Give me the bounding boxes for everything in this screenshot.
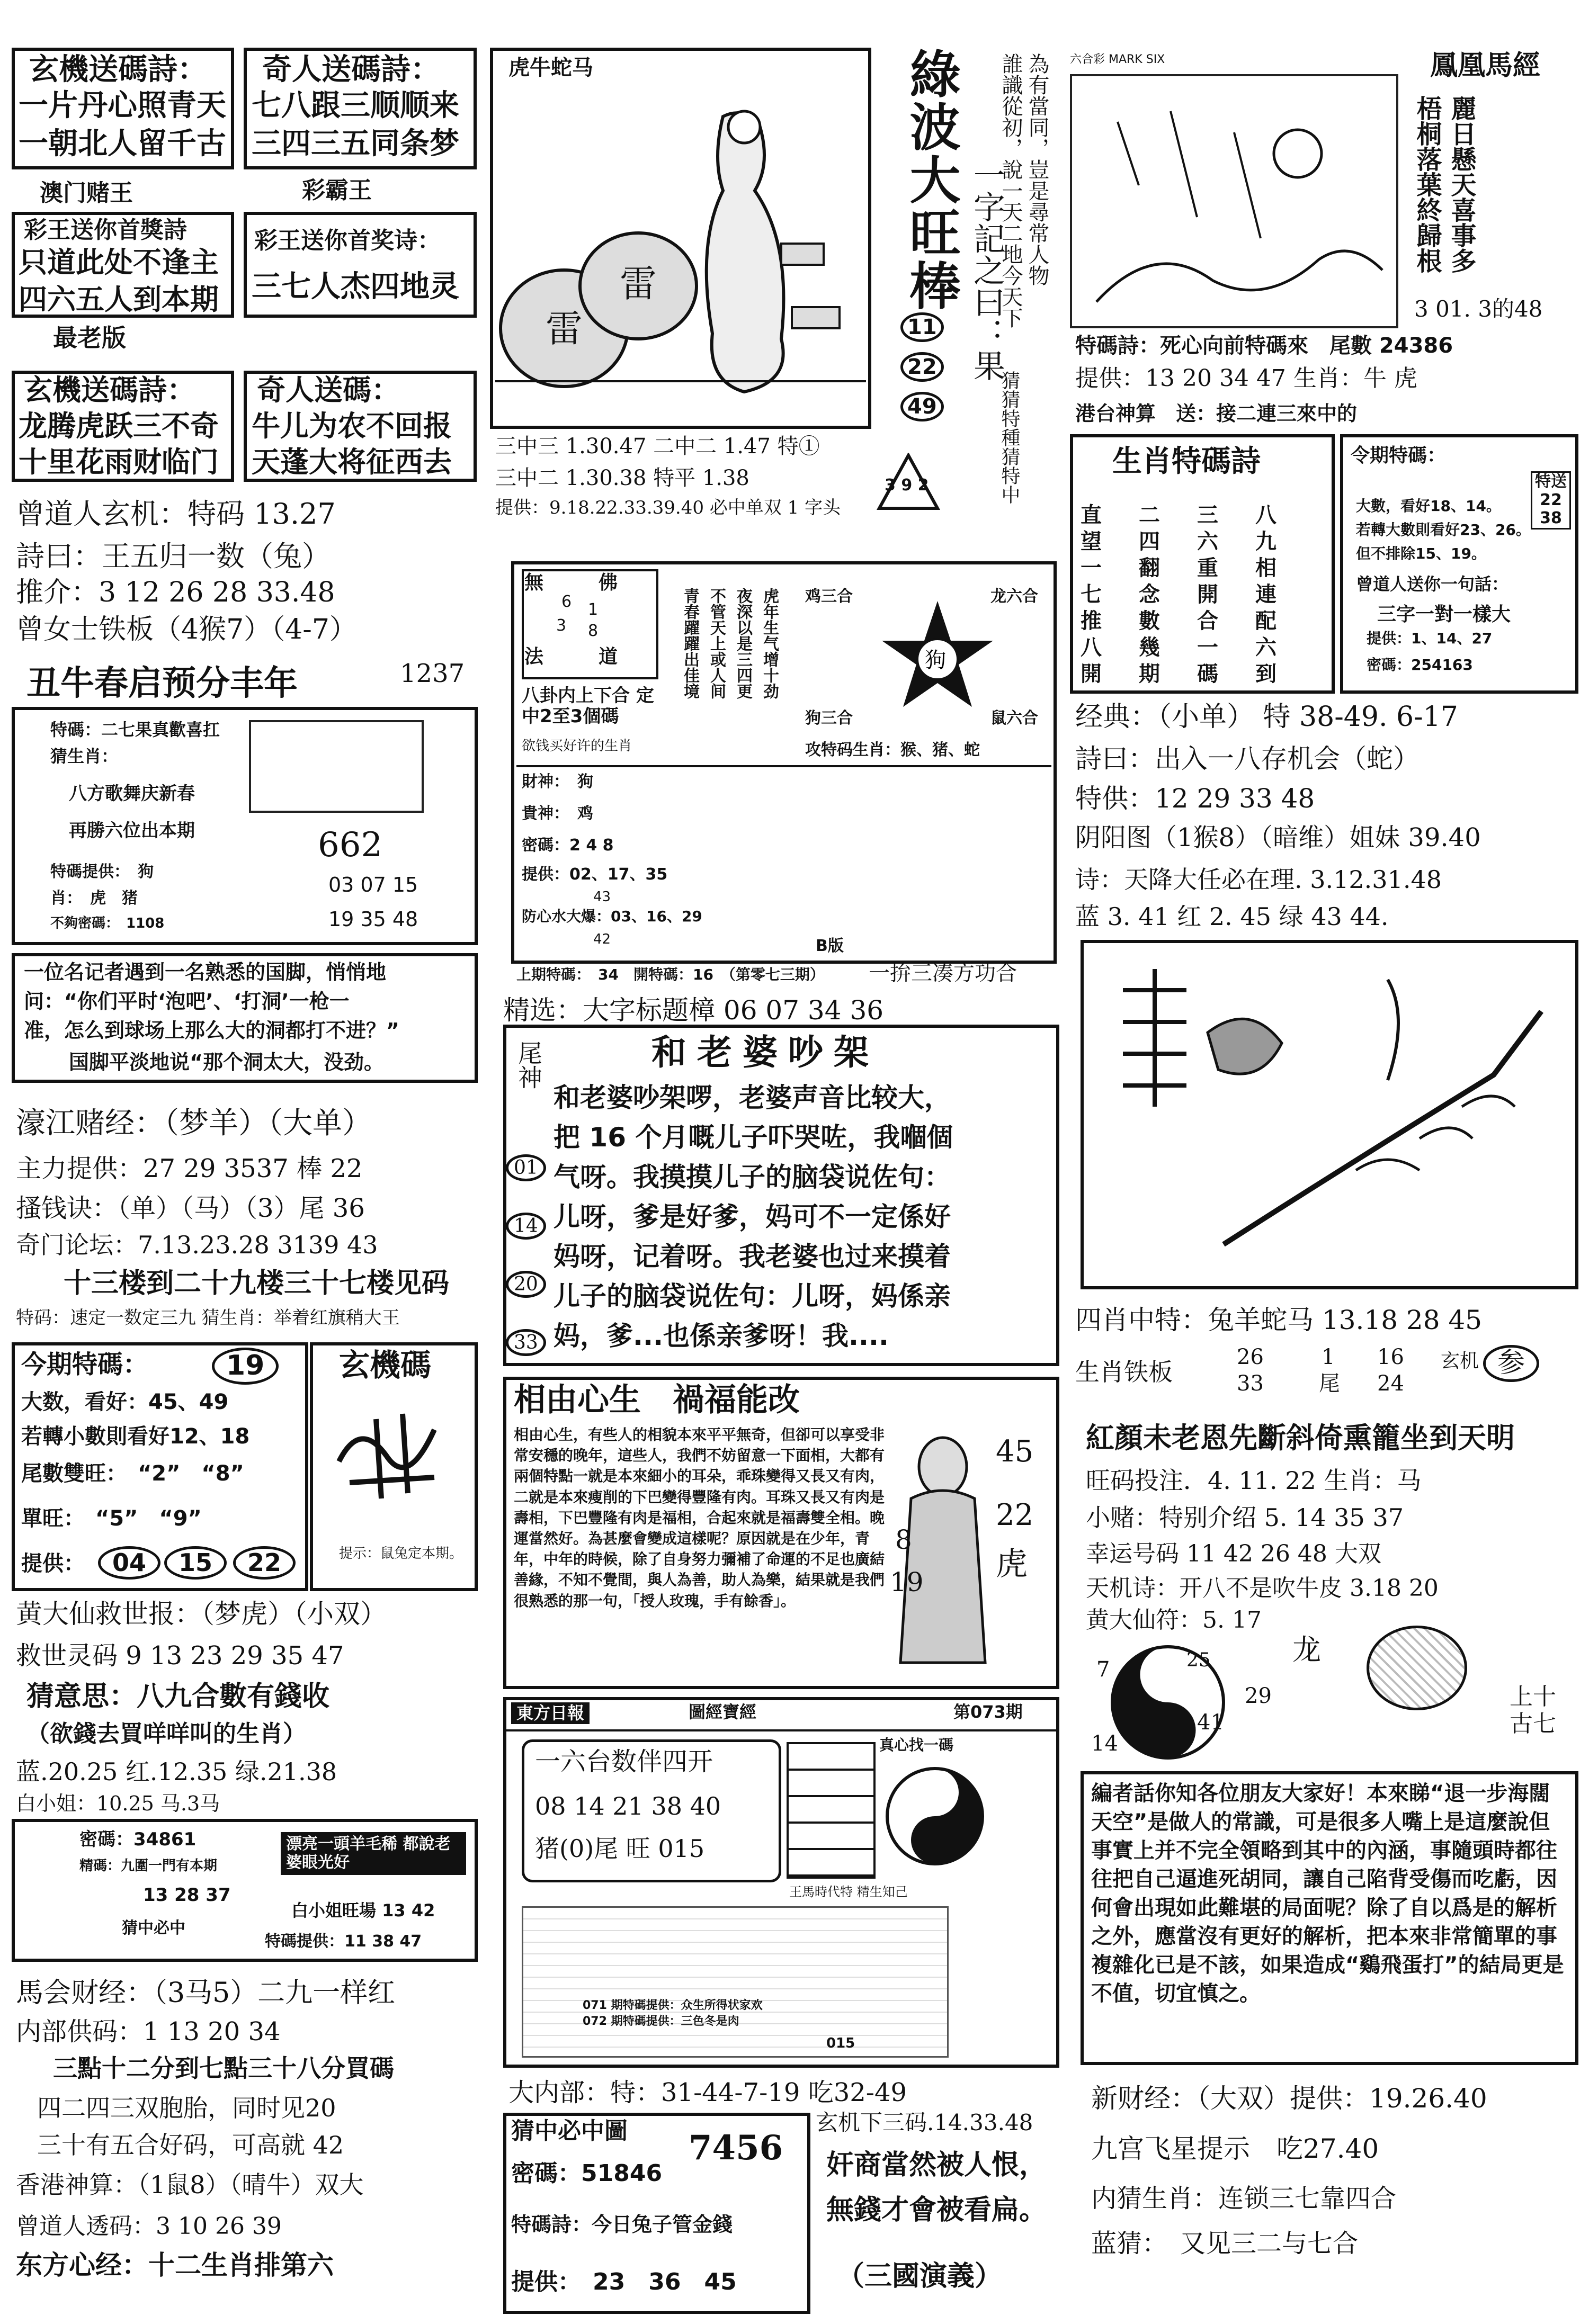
dog-star-icon: [879, 598, 996, 715]
green-wave-n1: 11: [900, 312, 944, 342]
laopo-side: 尾神: [514, 1040, 543, 1089]
jingdian-line6: 蓝 3. 41 红 2. 45 绿 43 44.: [1075, 902, 1389, 931]
qiren2-line1: 牛儿为农不回报: [252, 409, 452, 443]
shengxiao-row2: 望四六九: [1081, 530, 1314, 554]
svg-text:雷: 雷: [620, 262, 657, 306]
dongfang-head: 一六台数伴四开: [535, 1747, 713, 1776]
special-line4: 再勝六位出本期: [69, 820, 195, 841]
laopo-line2: 把 16 个月嘅儿子吓哭咗，我嗰個: [554, 1122, 953, 1153]
xuanji-xia: 玄机下三码.14.33.48: [816, 2110, 1033, 2135]
bai-line1: 密碼：34861: [79, 1829, 197, 1850]
jingdian-line4: 阴阳图（1猴8）（暗维）姐妹 39.40: [1075, 823, 1481, 853]
bagua-n42: 42: [593, 931, 611, 947]
bai-line6: 特碼提供：11 38 47: [265, 1932, 422, 1951]
spring-title: 丑牛春启预分丰年: [26, 664, 298, 703]
bai-line2: 精碼：九圍一門有本期: [79, 1858, 218, 1874]
dongfang-sub: 王馬時代特 精生知己: [789, 1885, 908, 1899]
special-line5: 特碼提供： 狗: [50, 863, 154, 881]
shengxiao-title: 生肖特碼詩: [1112, 444, 1261, 479]
special-line6: 肖： 虎 猪: [50, 889, 138, 908]
landscape-sketch: [1075, 79, 1393, 323]
xuanji-poem-title: 玄機送碼詩：: [29, 52, 207, 87]
jinqi-n1: 04: [98, 1546, 160, 1580]
qiren2-line2: 天蓬大将征西去: [252, 445, 452, 479]
laopo-circle-4: 33: [506, 1329, 546, 1356]
joke-line3: 准，怎么到球场上那么大的洞都打不进？”: [24, 1019, 399, 1042]
huangdaxian-line3: 猜意思：八九合數有錢收: [26, 1681, 330, 1712]
caizhong-poem: 特碼詩：今日兔子管金錢: [511, 2213, 733, 2236]
lingqi-line5: 三字一對一樣大: [1377, 604, 1511, 625]
lancai-line: 蓝猜： 又见三二与七合: [1091, 2229, 1359, 2258]
xuanji-ma-note: 提示：鼠兔定本期。: [339, 1546, 463, 1562]
picture-caption: 虎牛蛇马: [508, 56, 593, 80]
xuanji-poem-line2: 一朝北人留千古: [19, 127, 226, 161]
dongfang-zhenxin: 真心找一碼: [879, 1736, 954, 1754]
laopo-line3: 气呀。我摸摸儿子的脑袋说佐句：: [554, 1162, 951, 1192]
taiji-7: 7: [1096, 1657, 1110, 1682]
lingqi-special: 特送 22 38: [1531, 471, 1571, 530]
xuanji-poem-line1: 一片丹心照青天: [19, 88, 226, 123]
xuanji2-line1: 龙腾虎跃三不奇: [19, 409, 219, 443]
green-wave-n3: 49: [900, 392, 944, 421]
huangdaxian-line2: 救世灵码 9 13 23 29 35 47: [16, 1641, 344, 1671]
tianji-line: 天机诗：开八不是吹牛皮 3.18 20: [1086, 1575, 1439, 1602]
tema-line1: 特碼詩：死心向前特碼來 尾數 24386: [1075, 334, 1453, 358]
dongfang-hdr3: 第073期: [953, 1702, 1023, 1722]
xiangyou-45: 45: [996, 1434, 1034, 1469]
lingqi-line3: 但不排除15、19。: [1356, 545, 1486, 562]
tema-line3: 港台神算 送：接二連三來中的: [1075, 402, 1358, 425]
huangdaxian-line6: 白小姐：10.25 马.3马: [16, 1792, 220, 1815]
jingdian-line1: 经典：（小单） 特 38-49. 6-17: [1075, 701, 1458, 733]
mahui-line4: 四二四三双胞胎，同时见20: [37, 2094, 336, 2122]
shengxiao-row7: 開期碼到: [1081, 662, 1314, 686]
qiren2-title: 奇人送碼：: [257, 373, 400, 407]
special-line3: 八方歌舞庆新春: [69, 783, 195, 804]
joke-line2: 问：“你们平时‘泡吧’、‘打洞’一枪一: [24, 990, 350, 1013]
bagua-fa: 法: [524, 646, 544, 668]
haojiang-line2: 主力提供：27 29 3537 棒 22: [16, 1154, 363, 1183]
jianshang-line1: 奸商當然被人恨，: [826, 2149, 1047, 2181]
hint-line2: 三中二 1.30.38 特平 1.38: [495, 466, 749, 490]
xuanji-ma-scribble: [328, 1398, 456, 1504]
haojiang-line1: 濠江赌经：（梦羊）（大单）: [16, 1106, 372, 1141]
jingxuan-line: 精选：大字标题樟 06 07 34 36: [503, 995, 884, 1026]
he-shuliu: 鼠六合: [990, 709, 1038, 728]
header-strip: 六合彩 MARK SIX: [1070, 53, 1165, 66]
laopo-line4: 儿呀，爹是好爹，妈可不一定係好: [554, 1201, 951, 1232]
lingqi-line2: 若轉大數則看好23、26。: [1356, 521, 1531, 539]
jinqi-n2: 15: [164, 1546, 227, 1580]
jinqi-line1: 大数，看好：45、49: [21, 1390, 229, 1414]
xiangyou-title: 相由心生 禍福能改: [514, 1381, 800, 1419]
tieban-b: 33: [1237, 1371, 1264, 1396]
fenghuang-title: 鳳凰馬經: [1430, 50, 1541, 82]
bagua-fo: 佛: [599, 572, 618, 594]
zeng-daoren-line4: 曾女士铁板（4猴7）（4-7）: [16, 614, 357, 645]
tieban-f: 24: [1377, 1371, 1404, 1396]
jinqi-line3: 尾數雙旺： “2” “8”: [21, 1461, 244, 1486]
special-line1: 特碼：二七果真歡喜扛: [50, 720, 220, 740]
macau-king-label: 澳门赌王: [40, 180, 133, 207]
qiren-poem-line1: 七八跟三顺顺来: [252, 88, 459, 123]
guishen: 貴神： 鸡: [522, 804, 593, 823]
laopo-line7: 妈，爹...也係亲爹呀！我....: [554, 1321, 889, 1351]
green-wave-n2: 22: [900, 352, 944, 382]
bagua-zuo: 一拚三凑方功合: [869, 961, 1017, 985]
special-code: 662: [318, 825, 383, 865]
taiji-14: 14: [1091, 1731, 1118, 1756]
haojiang-line3: 搔钱诀：（单）（马）（3）尾 36: [16, 1194, 365, 1223]
xiangyou-text: 相由心生，有些人的相貌本來平平無奇，但卻可以享受非常安穩的晚年，這些人，我們不妨留意一下面相，大都有兩個特點一就是本來細小的耳朵，乖珠變得又長又有肉，二就是本來瘦削的下巴變得豐隆有肉。耳珠又長又有肉是壽相，下巴豐隆有肉是福相，合起來就是福壽雙全相。晚運當然好。為甚麼會變成這樣呢？原因就是在少年，青年，中年的時候，除了自身努力彌補了命運的不足也廣結善緣，不知不覺間，與人為善，助人為樂，結果就是我們很熟悉的那一句，「授人玫瑰，手有餘香」。: [514, 1426, 885, 1610]
bagua-n4: 8: [588, 622, 599, 640]
bagua-provide: 提供：02、17、35: [522, 865, 668, 884]
lingqi-line4: 曾道人送你一句話：: [1356, 574, 1509, 594]
taiji-side: 上十 古七: [1510, 1683, 1556, 1737]
mahui-line5: 三十有五合好码，可高就 42: [37, 2131, 344, 2159]
bagua-password: 密碼：2 4 8: [522, 836, 614, 855]
xiangyou-22: 22: [996, 1498, 1034, 1532]
jinqi-line5: 提供：: [21, 1551, 85, 1576]
last-issue: 上期特碼： 34 開特碼：16 （第零七三期）: [516, 966, 825, 983]
xuanji2-line2: 十里花雨财临门: [19, 445, 219, 479]
dongfang-hdr1: 東方日報: [511, 1702, 590, 1724]
xiangyou-19: 19: [890, 1567, 924, 1598]
laopo-title: 和老婆吵架: [651, 1032, 879, 1073]
taiji-long: 龙: [1292, 1633, 1321, 1666]
jingdian-line3: 特供：12 29 33 48: [1075, 783, 1315, 814]
zeng-daoren-line1: 曾道人玄机：特码 13.27: [16, 497, 336, 531]
xiaodu-line: 小赌：特别介绍 5. 14 35 37: [1086, 1503, 1404, 1532]
vert-line2: 誰識從初，說一天二地今天下: [998, 53, 1023, 328]
jinqi-title: 今期特碼：: [21, 1350, 149, 1379]
caiwang-award-line: 三七人杰四地灵: [252, 270, 459, 304]
special-nums1: 03 07 15: [328, 873, 418, 896]
svg-text:狗: 狗: [925, 648, 946, 672]
mahui-line2: 内部供码：1 13 20 34: [16, 2017, 281, 2047]
he-longliu: 龙六合: [990, 587, 1038, 606]
he-gousan: 狗三合: [805, 709, 853, 728]
lingqi-line7: 密碼：254163: [1367, 656, 1473, 674]
dongfang-tele1: 071 期特碼提供：众生所得状家欢: [583, 1999, 763, 2012]
neicai-line: 内猜生肖：连锁三七靠四合: [1091, 2184, 1397, 2213]
caiwang-first-line2: 四六五人到本期: [19, 283, 219, 316]
shengxiao-row1: 直二三八: [1081, 503, 1314, 527]
bagua-divider: [516, 765, 1051, 767]
danei-line: 大内部：特：31-44-7-19 吃32-49: [508, 2078, 907, 2107]
bagua-wu: 無: [524, 572, 544, 594]
tieban-label: 生肖铁板: [1075, 1358, 1173, 1386]
vert-line3: 猜猜特種猜特中: [998, 371, 1020, 504]
attack-zodiac: 攻特码生肖：猴、猪、蛇: [805, 741, 980, 759]
bagua-poem-line2: 夜深以是三四更: [734, 588, 752, 699]
xiangyou-tiger: 虎: [996, 1546, 1028, 1583]
xuanji2-title: 玄機送碼詩：: [24, 373, 195, 407]
laopo-circle-3: 20: [506, 1271, 546, 1298]
taiji-41: 41: [1197, 1710, 1224, 1735]
heart-water: 防心水大爆：03、16、29: [522, 908, 702, 925]
lady-with-rocks-illustration: [495, 85, 866, 424]
he-jisan: 鸡三合: [805, 587, 853, 606]
mahui-line3: 三點十二分到七點三十八分買碼: [53, 2054, 394, 2083]
jiugong-line: 九宫飞星提示 吃27.40: [1091, 2133, 1379, 2164]
jinqi-line2: 若轉小數則看好12、18: [21, 1424, 250, 1449]
yin-yang-icon: [882, 1763, 988, 1869]
hint-line3: 提供：9.18.22.33.39.40 必中单双 1 字头: [495, 497, 841, 518]
caizhong-signature: 7456: [689, 2128, 783, 2168]
bagua-desc: 八卦内上下合 定中2至3個碼: [522, 685, 654, 728]
bagua-poem-line4: 青春躍躍出佳境: [681, 588, 699, 699]
huangdaxian-fu: 黄大仙符：5. 17: [1086, 1607, 1262, 1634]
caiwang-first-title: 彩王送你首獎詩: [24, 217, 187, 244]
special-line2: 猜生肖：: [50, 746, 119, 766]
vert-line1: 為有當同，豈是尋常人物: [1025, 53, 1049, 286]
lingqi-line6: 提供：1、14、27: [1367, 630, 1493, 647]
bagua-n1: 6: [561, 593, 572, 611]
jinqi-n3: 22: [233, 1546, 296, 1580]
caizhong-title: 猜中必中圖: [511, 2117, 628, 2144]
joke-line1: 一位名记者遇到一名熟悉的国脚，悄悄地: [24, 961, 387, 984]
jianshang-line2: 無錢才會被看扁。: [826, 2194, 1047, 2226]
oldest-edition-label: 最老版: [53, 324, 126, 352]
dongfang-grid-table: [787, 1742, 876, 1879]
bai-line3: 13 28 37: [143, 1885, 231, 1906]
spring-number: 1237: [400, 659, 465, 688]
dongfang-hdr2: 圖經寶經: [689, 1702, 757, 1722]
lingqi-line1: 大數，看好18、14。: [1356, 497, 1501, 515]
tema-line2: 提供：13 20 34 47 生肖：牛 虎: [1075, 365, 1417, 392]
jingdian-line5: 诗：天降大任必在理. 3.12.31.48: [1075, 865, 1442, 894]
shengxiao-row5: 推數合配: [1081, 609, 1314, 633]
caiba-king-label: 彩霸王: [302, 177, 372, 204]
dongfang-ads-area: [522, 1906, 949, 2058]
one-word-hint: 一字記之曰：果: [968, 159, 1005, 381]
qiren-poem-line2: 三四三五同条梦: [252, 127, 459, 161]
sanguo-label: （三國演義）: [837, 2260, 1003, 2292]
special-illustration: [249, 720, 424, 813]
qiren-poem-title: 奇人送碼詩：: [262, 52, 440, 87]
laopo-line1: 和老婆吵架啰，老婆声音比较大，: [554, 1082, 951, 1113]
hongyan-line: 紅顏未老恩先斷斜倚熏籠坐到天明: [1086, 1421, 1515, 1455]
tieban-a: 26: [1237, 1345, 1264, 1369]
ball-illustration: [1367, 1626, 1467, 1710]
mahui-line7: 曾道人透码：3 10 26 39: [16, 2213, 282, 2240]
joke-line4: 国脚平淡地说“那个洞太大，没劲。: [69, 1051, 384, 1074]
xingyun-line: 幸运号码 11 42 26 48 大双: [1086, 1540, 1381, 1567]
bird-branch-illustration: [1091, 948, 1568, 1281]
lingqi-title: 令期特碼：: [1351, 445, 1447, 466]
huangdaxian-line1: 黄大仙救世报：（梦虎）（小双）: [16, 1599, 387, 1629]
bagua-poem-line3: 不管天上或人间: [707, 588, 726, 699]
bai-line4: 猜中必中: [122, 1919, 185, 1937]
haojiang-line4: 奇门论坛：7.13.23.28 3139 43: [16, 1231, 378, 1259]
b-edition: B版: [816, 937, 844, 955]
green-wave-title: 綠波大旺棒: [901, 48, 961, 312]
bai-slogan: 漂亮一頭羊毛稀 都說老婆眼光好: [281, 1832, 466, 1875]
taiji-25: 25: [1186, 1649, 1211, 1671]
shengxiao-row3: 一翻重相: [1081, 556, 1314, 580]
tieban-c: 1: [1322, 1345, 1335, 1369]
tieban-d: 尾: [1319, 1371, 1340, 1396]
jingdian-line2: 詩曰：出入一八存机会（蛇）: [1075, 743, 1420, 774]
bai-line5: 白小姐旺場 13 42: [291, 1900, 435, 1921]
laopo-line6: 儿子的脑袋说佐句：儿呀，妈係亲: [554, 1281, 951, 1312]
xuanji-ma-title: 玄機碼: [339, 1347, 432, 1383]
tieban-e: 16: [1377, 1345, 1404, 1369]
zeng-daoren-line2: 詩曰：王五归一数（兔）: [16, 540, 331, 573]
shengxiao-row4: 七念開連: [1081, 582, 1314, 607]
dongfang-nums: 08 14 21 38 40: [535, 1792, 721, 1820]
sixiao-line: 四肖中特：兔羊蛇马 13.18 28 45: [1075, 1305, 1483, 1335]
zeng-daoren-line3: 推介：3 12 26 28 33.48: [16, 577, 335, 608]
caizhong-password: 密碼：51846: [511, 2160, 663, 2187]
shengxiao-row6: 八幾一六: [1081, 635, 1314, 660]
laopo-box: [503, 1025, 1059, 1366]
phoenix-poem-col1: 梧桐落葉終歸根: [1412, 95, 1442, 273]
phoenix-poem-col2: 麗日懸天喜事多: [1447, 95, 1476, 273]
dongfang-tele2: 072 期特碼提供：三色冬是肉: [583, 2015, 739, 2028]
bagua-dao: 道: [599, 646, 618, 668]
taiji-29: 29: [1245, 1684, 1272, 1708]
bagua-n2: 3: [556, 616, 567, 635]
bagua-n43: 43: [593, 889, 611, 905]
laopo-circle-2: 14: [506, 1213, 546, 1240]
special-nums2: 19 35 48: [328, 908, 418, 931]
editor-text: 編者話你知各位朋友大家好！本來睇“退一步海闊天空”是做人的常識，可是很多人嘴上是這麼說但事實上并不完全領略到其中的內涵，事隨頭時都往往把自己逼進死胡同，讓自己陷背受傷而吃虧，因何會出現如此難堪的局面呢？除了自以爲是的解析之外，應當沒有更好的解析，把本來非常簡單的事複雜化已是不該，如果造成“鷄飛蛋打”的結局更是不值，切宜慎之。: [1091, 1781, 1564, 2006]
haojiang-line5: 十三楼到二十九楼三十七楼见码: [64, 1268, 450, 1299]
huangdaxian-line5: 蓝.20.25 红.12.35 绿.21.38: [16, 1757, 337, 1786]
mahui-line6: 香港神算：（1鼠8）（晴牛）双大: [16, 2170, 364, 2199]
bagua-ask: 欲钱买好许的生肖: [522, 738, 632, 754]
caizhong-provide: 提供： 23 36 45: [511, 2268, 737, 2295]
bagua-n3: 1: [588, 600, 599, 619]
caiwang-award-title: 彩王送你首奖诗：: [254, 227, 441, 254]
wangma-line: 旺码投注．4. 11. 22 生肖：马: [1086, 1466, 1422, 1495]
laopo-circle-1: 01: [506, 1154, 546, 1181]
caishen: 財神： 狗: [522, 773, 593, 791]
laopo-line5: 妈呀，记着呀。我老婆也过来摸着: [554, 1241, 951, 1272]
phoenix-n301: 3 01. 3的48: [1414, 296, 1543, 322]
huangdaxian-line4: （欲錢去買咩咩叫的生肖）: [26, 1720, 306, 1747]
dongfang-num: 015: [826, 2035, 855, 2051]
mahui-line1: 馬会财经：（3马5）二九一样红: [16, 1977, 396, 2009]
bagua-poem-line1: 虎年生气增十劲: [760, 588, 779, 699]
dongfang-tail: 猪(0)尾 旺 015: [535, 1834, 705, 1863]
xincai-line: 新财经：（大双）提供：19.26.40: [1091, 2083, 1487, 2114]
hint-line1: 三中三 1.30.47 二中二 1.47 特①: [495, 434, 820, 459]
tieban-g: 玄机: [1441, 1350, 1479, 1372]
jinqi-number: 19: [212, 1348, 279, 1385]
mahui-line8: 东方心经：十二生肖排第六: [16, 2250, 334, 2281]
haojiang-line6: 特码：速定一数定三九 猜生肖：举着红旗稍大王: [16, 1307, 400, 1329]
caiwang-first-line1: 只道此处不逢主: [19, 246, 219, 279]
svg-text:雷: 雷: [546, 307, 583, 351]
jinqi-line4: 單旺： “5” “9”: [21, 1506, 202, 1531]
triangle-numbers: 3 9 2: [885, 476, 929, 495]
xiangyou-8: 8: [895, 1524, 912, 1555]
tieban-h: 参: [1483, 1345, 1539, 1382]
special-line7: 不夠密碼： 1108: [50, 916, 165, 931]
